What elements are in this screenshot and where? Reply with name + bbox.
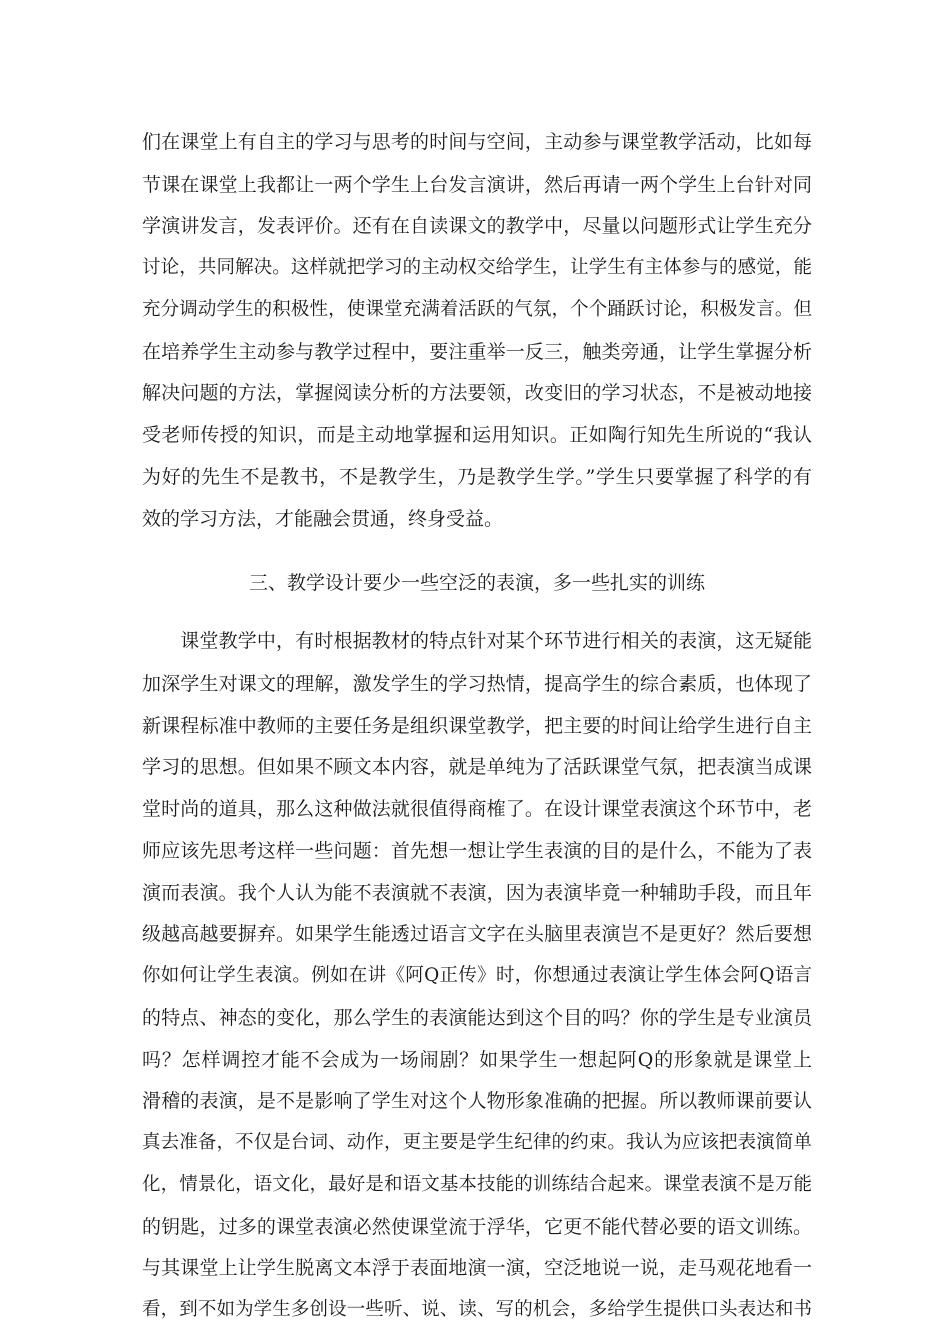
- section-heading: 三、教学设计要少一些空泛的表演，多一些扎实的训练: [248, 571, 705, 594]
- text-line: 吗？怎样调控才能不会成为一场闹剧？如果学生一想起阿Q的形象就是课堂上: [142, 1048, 812, 1071]
- text-line: 级越高越要摒弃。如果学生能透过语言文字在头脑里表演岂不是更好？然后要想: [142, 923, 812, 946]
- text-line: 滑稽的表演，是不是影响了学生对这个人物形象准确的把握。所以教师课前要认: [142, 1090, 812, 1113]
- text-line: 加深学生对课文的理解，激发学生的学习热情，提高学生的综合素质，也体现了: [142, 672, 812, 695]
- text-line: 受老师传授的知识，而是主动地掌握和运用知识。正如陶行知先生所说的“我认: [142, 424, 812, 447]
- text-line: 演而表演。我个人认为能不表演就不表演，因为表演毕竟一种辅助手段，而且年: [142, 881, 812, 904]
- text-line: 新课程标准中教师的主要任务是组织课堂教学，把主要的时间让给学生进行自主: [142, 714, 812, 737]
- text-line: 课堂教学中，有时根据教材的特点针对某个环节进行相关的表演，这无疑能: [142, 630, 812, 653]
- text-line: 解决问题的方法，掌握阅读分析的方法要领，改变旧的学习状态，不是被动地接: [142, 382, 812, 405]
- text-line: 化，情景化，语文化，最好是和语文基本技能的训练结合起来。课堂表演不是万能: [142, 1173, 812, 1195]
- text-line: 讨论，共同解决。这样就把学习的主动权交给学生，让学生有主体参与的感觉，能: [142, 257, 812, 279]
- text-line: 师应该先思考这样一些问题：首先想一想让学生表演的目的是什么，不能为了表: [142, 839, 812, 862]
- text-line: 的特点、神态的变化，那么学生的表演能达到这个目的吗？你的学生是专业演员: [142, 1006, 812, 1029]
- text-line: 看，到不如为学生多创设一些听、说、读、写的机会，多给学生提供口头表达和书: [142, 1299, 812, 1320]
- text-line: 们在课堂上有自主的学习与思考的时间与空间，主动参与课堂教学活动，比如每: [142, 131, 812, 153]
- text-line: 堂时尚的道具，那么这种做法就很值得商榷了。在设计课堂表演这个环节中，老: [142, 798, 812, 821]
- text-line: 学演讲发言，发表评价。还有在自读课文的教学中，尽量以问题形式让学生充分: [142, 215, 812, 238]
- text-line: 真去准备，不仅是台词、动作，更主要是学生纪律的约束。我认为应该把表演简单: [142, 1132, 812, 1153]
- text-line: 与其课堂上让学生脱离文本浮于表面地演一演，空泛地说一说，走马观花地看一: [142, 1257, 812, 1280]
- text-line: 充分调动学生的积极性，使课堂充满着活跃的气氛，个个踊跃讨论，积极发言。但: [142, 298, 812, 320]
- text-line: 的钥匙，过多的课堂表演必然使课堂流于浮华，它更不能代替必要的语文训练。: [142, 1215, 812, 1238]
- text-line: 在培养学生主动参与教学过程中，要注重举一反三，触类旁通，让学生掌握分析: [142, 340, 812, 363]
- text-line: 节课在课堂上我都让一两个学生上台发言演讲，然后再请一两个学生上台针对同: [142, 173, 812, 196]
- text-line: 你如何让学生表演。例如在讲《阿Q正传》时，你想通过表演让学生体会阿Q语言: [142, 965, 812, 987]
- text-line: 效的学习方法，才能融会贯通，终身受益。: [142, 507, 504, 530]
- text-line: 为好的先生不是教书，不是教学生，乃是教学生学。”学生只要掌握了科学的有: [142, 465, 812, 488]
- text-line: 学习的思想。但如果不顾文本内容，就是单纯为了活跃课堂气氛，把表演当成课: [142, 756, 812, 779]
